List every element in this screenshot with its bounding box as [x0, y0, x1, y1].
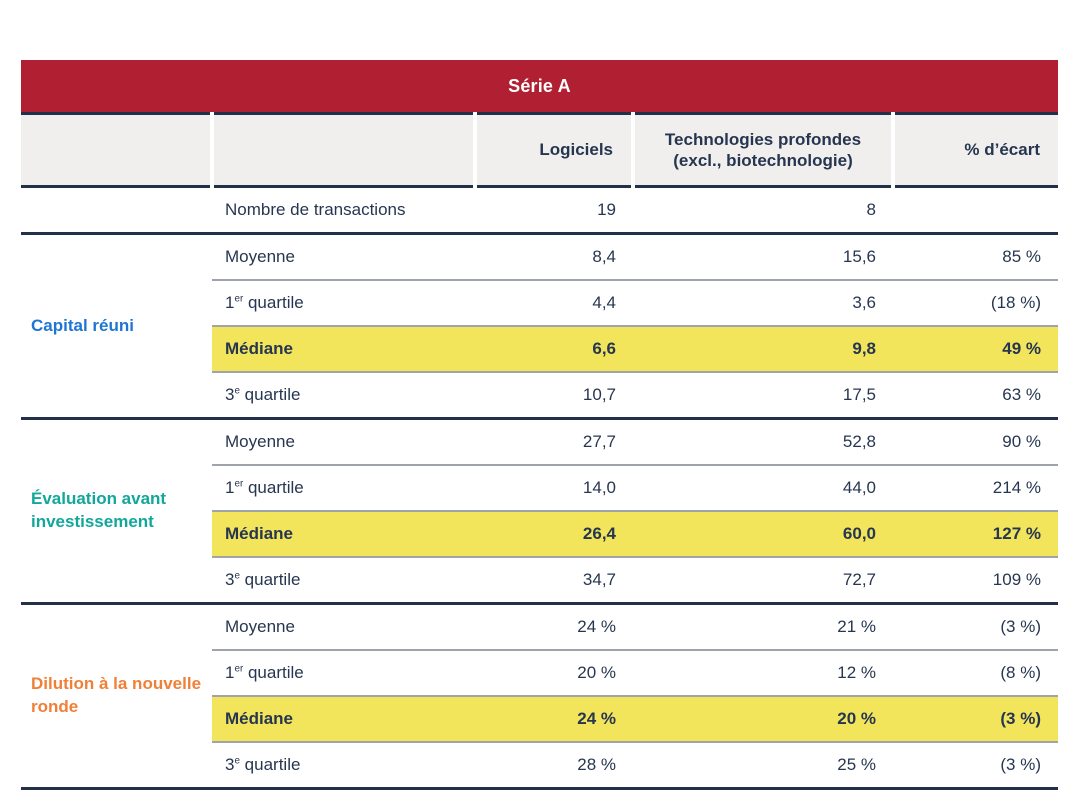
cell-ecart: (8 %): [893, 650, 1058, 696]
column-header-technologies: [633, 114, 893, 187]
cell-ecart: (3 %): [893, 696, 1058, 742]
stat-text: Médiane: [225, 339, 294, 358]
cell-ecart: 214 %: [893, 465, 1058, 511]
column-header-technologies-line2: (excl., biotechnologie): [673, 151, 853, 170]
stat-rest: quartile: [243, 478, 304, 497]
cell-technologies: 25 %: [633, 742, 893, 789]
cell-empty: [21, 187, 212, 234]
cell-technologies: 9,8: [633, 326, 893, 372]
cell-technologies: 44,0: [633, 465, 893, 511]
series-a-table: [21, 60, 1058, 790]
stat-text: 1: [225, 478, 235, 497]
stat-text: Moyenne: [225, 617, 295, 636]
stat-label: [212, 419, 475, 466]
cell-ecart: 63 %: [893, 372, 1058, 419]
stat-text: 3: [225, 570, 235, 589]
table-row: [21, 419, 1058, 466]
stat-sup: er: [234, 478, 244, 490]
cell-ecart: (3 %): [893, 742, 1058, 789]
column-header-logiciels: Logiciels: [475, 114, 633, 187]
cell-logiciels: 26,4: [475, 511, 633, 557]
table-row: [21, 604, 1058, 651]
stat-rest: quartile: [239, 755, 301, 774]
cell-ecart: (3 %): [1000, 617, 1041, 636]
column-header-technologies-line1: Technologies profondes: [664, 129, 862, 149]
cell-logiciels: 14,0: [475, 465, 633, 511]
column-header-empty-stat: [212, 114, 475, 187]
stat-rest: quartile: [243, 293, 304, 312]
cell-logiciels: 34,7: [475, 557, 633, 604]
stat-rest: quartile: [239, 570, 301, 589]
cell-technologies: 52,8: [842, 432, 876, 451]
stat-text: 3: [225, 385, 235, 404]
cell-technologies: 8: [633, 187, 893, 234]
cell-logiciels: 6,6: [475, 326, 633, 372]
series-a-table-wrapper: [21, 60, 1058, 790]
stat-sup: er: [234, 663, 244, 675]
stat-sup: e: [234, 755, 240, 767]
cell-technologies: 60,0: [633, 511, 893, 557]
cell-ecart: [893, 187, 1058, 234]
cell-logiciels: 20 %: [475, 650, 633, 696]
cell-ecart: 109 %: [893, 557, 1058, 604]
stat-text: Médiane: [225, 709, 294, 728]
cell-logiciels: 10,7: [475, 372, 633, 419]
stat-label: [212, 696, 475, 742]
cell-technologies: 3,6: [633, 280, 893, 326]
column-header-ecart: % d’écart: [893, 114, 1058, 187]
group-label-evaluation-avant-investissement: Évaluation avant investissement: [21, 419, 212, 604]
stat-sup: er: [234, 293, 244, 305]
cell-technologies: 72,7: [633, 557, 893, 604]
stat-label: [212, 465, 475, 511]
stat-text: 3: [225, 755, 235, 774]
stat-sup: e: [234, 385, 240, 397]
cell-technologies: 12 %: [633, 650, 893, 696]
stat-label: [212, 372, 475, 419]
group-label-capital-reuni: Capital réuni: [21, 234, 212, 419]
stat-label: [212, 326, 475, 372]
group-label-dilution-nouvelle-ronde: Dilution à la nouvelle ronde: [21, 604, 212, 789]
stat-rest: quartile: [239, 385, 301, 404]
cell-logiciels: 27,7: [582, 432, 616, 451]
table-row: [21, 234, 1058, 281]
cell-technologies: 15,6: [842, 247, 876, 266]
cell-logiciels: 24 %: [475, 696, 633, 742]
stat-sup: e: [234, 570, 240, 582]
stat-label: [212, 604, 475, 651]
column-header-empty-group: [21, 114, 212, 187]
table-title-row: [21, 60, 1058, 114]
stat-label: [212, 280, 475, 326]
stat-label: [212, 557, 475, 604]
stat-rest: quartile: [243, 663, 304, 682]
stat-label: [212, 742, 475, 789]
cell-ecart: 85 %: [1002, 247, 1041, 266]
table-row-nombre-transactions: [21, 187, 1058, 234]
column-header-row: [21, 114, 1058, 187]
cell-logiciels: 8,4: [592, 247, 616, 266]
cell-technologies: 17,5: [633, 372, 893, 419]
stat-label: [212, 650, 475, 696]
cell-logiciels: 24 %: [577, 617, 616, 636]
cell-technologies: 20 %: [633, 696, 893, 742]
stat-text: Moyenne: [225, 432, 295, 451]
row-label-nombre-transactions: Nombre de transactions: [212, 187, 475, 234]
cell-technologies: 21 %: [837, 617, 876, 636]
stat-label: [212, 234, 475, 281]
stat-text: Médiane: [225, 524, 294, 543]
stat-label: [212, 511, 475, 557]
cell-logiciels: 4,4: [475, 280, 633, 326]
stat-text: Moyenne: [225, 247, 295, 266]
table-title: Série A: [21, 60, 1058, 114]
cell-ecart: 90 %: [1002, 432, 1041, 451]
cell-ecart: 127 %: [893, 511, 1058, 557]
cell-logiciels: 19: [475, 187, 633, 234]
stat-text: 1: [225, 663, 235, 682]
cell-ecart: (18 %): [893, 280, 1058, 326]
stat-text: 1: [225, 293, 235, 312]
cell-logiciels: 28 %: [475, 742, 633, 789]
cell-ecart: 49 %: [893, 326, 1058, 372]
